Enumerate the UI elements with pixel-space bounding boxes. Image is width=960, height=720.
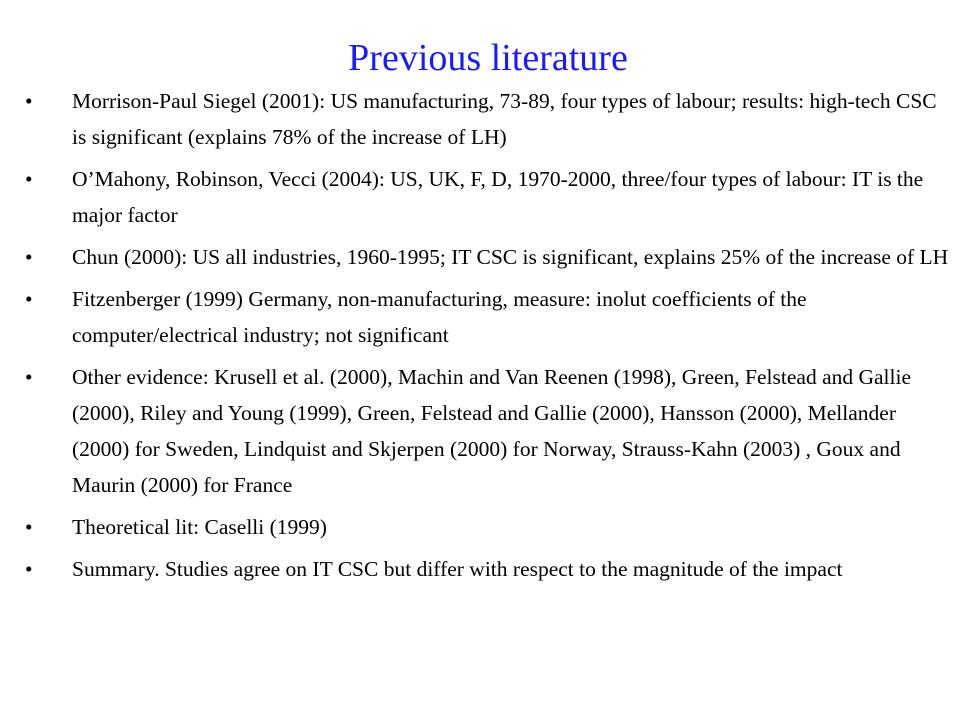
bullet-text: Other evidence: Krusell et al. (2000), Machin and Van Reenen (1998), Green, Felstead and Gallie (2000), Riley and Young (1999), Green, Felstead and Gallie (2000), Hansson (2000), Mellander (2000) for Sweden, Lindquist and Skjerpen (2000) for Norway, Strauss-Kahn (2003) , Goux and Maurin (2000) for France [72,365,912,497]
bullet-item [0,83,960,155]
bullet-item [0,281,960,353]
bullet-dot-icon: • [25,167,33,191]
bullet-dot-icon: • [25,557,33,581]
bullet-text: Fitzenberger (1999) Germany, non-manufacturing, measure: inolut coefficients of the computer/electrical industry; not significant [72,287,807,347]
bullet-dot-icon: • [25,89,33,113]
bullet-text: Summary. Studies agree on IT CSC but differ with respect to the magnitude of the impact [72,557,843,581]
bullet-list [0,83,960,593]
bullet-dot-icon: • [25,365,33,389]
bullet-item [0,359,960,503]
slide-title: Previous literature [348,37,628,79]
bullet-item [0,161,960,233]
bullet-item [0,239,960,275]
bullet-text: Morrison-Paul Siegel (2001): US manufacturing, 73-89, four types of labour; results: high-tech CSC is significant (explains 78% of the increase of LH) [72,89,937,149]
bullet-dot-icon: • [25,287,33,311]
bullet-dot-icon: • [25,245,33,269]
bullet-item [0,509,960,545]
bullet-text: O’Mahony, Robinson, Vecci (2004): US, UK, F, D, 1970-2000, three/four types of labour: IT is the major factor [72,167,924,227]
bullet-text: Theoretical lit: Caselli (1999) [72,515,327,539]
bullet-text: Chun (2000): US all industries, 1960-1995; IT CSC is significant, explains 25% of the increase of LH [72,245,949,269]
bullet-item [0,551,960,587]
bullet-dot-icon: • [25,515,33,539]
